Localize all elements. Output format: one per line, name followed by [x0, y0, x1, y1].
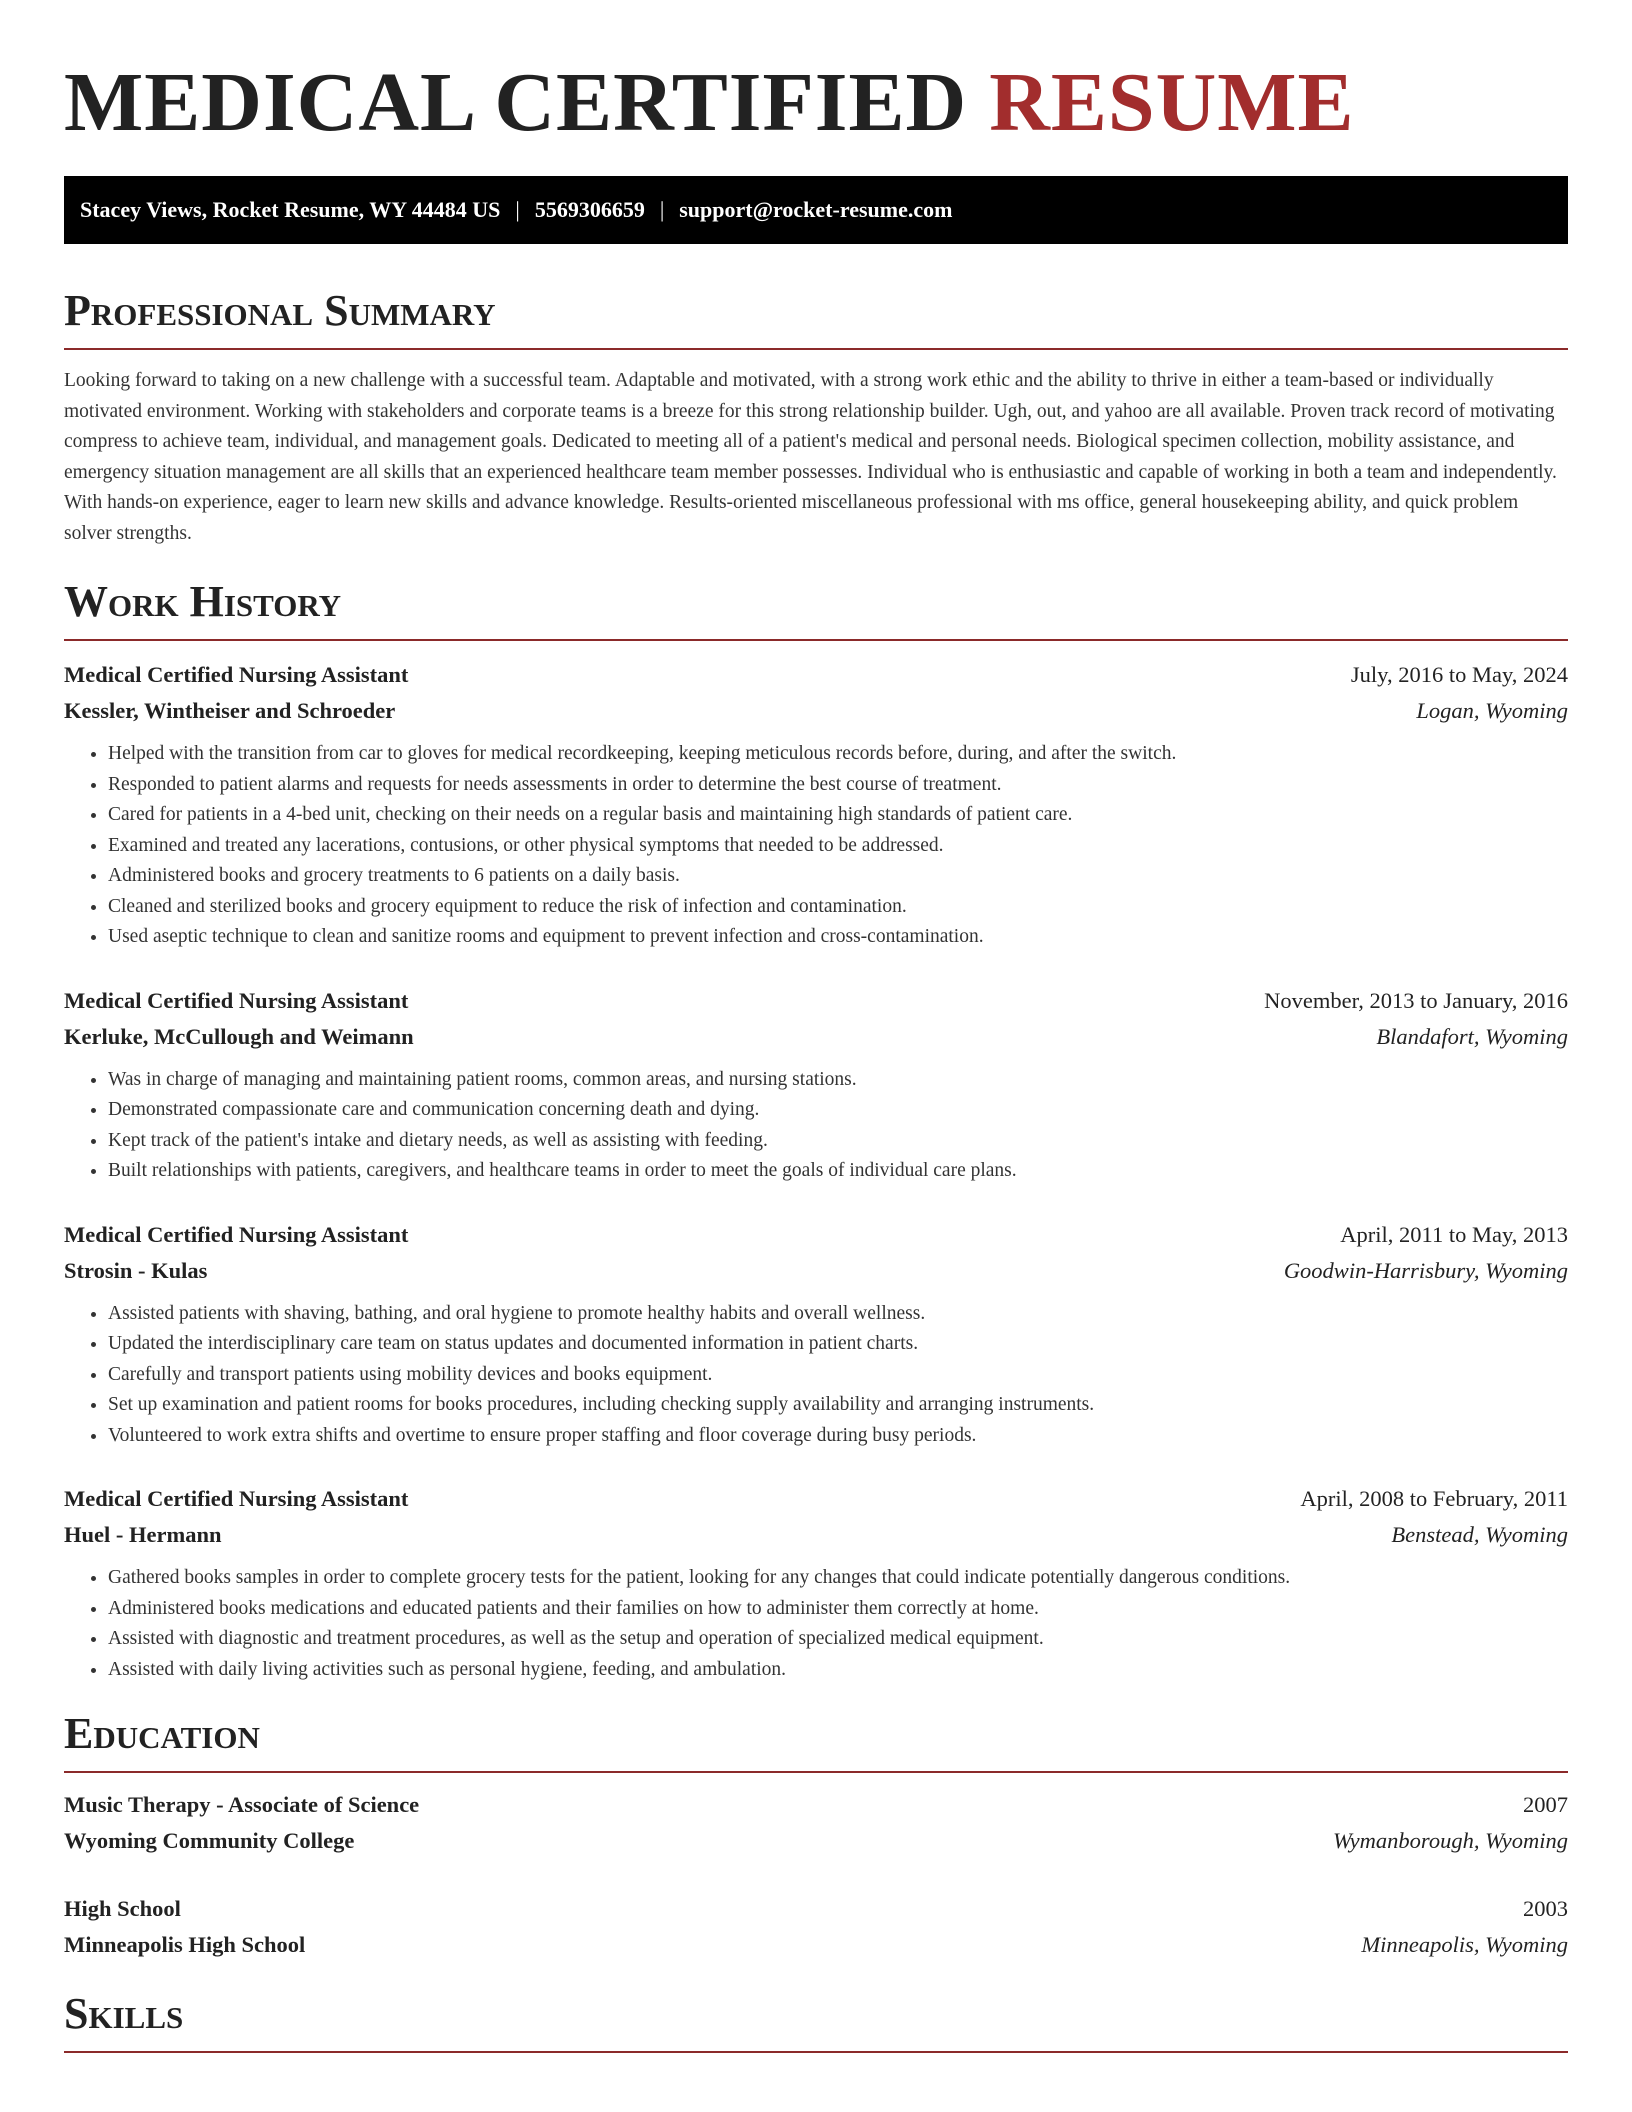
job-company-row — [64, 1253, 1568, 1289]
section-divider — [64, 2051, 1568, 2053]
job-bullet: • Administered books and grocery treatments to 6 patients on a daily basis. — [108, 861, 1568, 892]
section-divider — [64, 639, 1568, 641]
section-heading-work-history: Work History — [64, 577, 342, 626]
resume-title — [64, 58, 1568, 148]
job-header-row — [64, 1481, 1568, 1517]
contact-email: support@rocket-resume.com — [679, 197, 953, 222]
section-heading-skills: Skills — [64, 1989, 184, 2038]
job-header-row — [64, 1217, 1568, 1253]
contact-separator: | — [659, 197, 665, 222]
education-school: Minneapolis High School — [64, 1932, 306, 1957]
job-dates: July, 2016 to May, 2024 — [1350, 662, 1568, 687]
job-company: Kerluke, McCullough and Weimann — [64, 1023, 414, 1049]
resume-page — [64, 0, 1568, 2053]
job-dates: April, 2011 to May, 2013 — [1340, 1221, 1568, 1247]
job-bullet: • Assisted patients with shaving, bathing, and oral hygiene to promote healthy habits and overall wellness. — [108, 1299, 1568, 1330]
job-bullet: • Gathered books samples in order to complete grocery tests for the patient, looking for any changes that could indicate potentially dangerous conditions. — [108, 1563, 1568, 1594]
work-history-section — [64, 577, 1568, 1685]
education-school: Wyoming Community College — [64, 1828, 355, 1853]
job-bullet: • Kept track of the patient's intake and dietary needs, as well as assisting with feeding. — [108, 1126, 1568, 1157]
job-bullets — [64, 739, 1568, 953]
job-bullets — [64, 1065, 1568, 1187]
summary-text: Looking forward to taking on a new challenge with a successful team. Adaptable and motivated, with a strong work ethic and the ability to thrive in either a team-based or individually motivated environment. Working with stakeholders and corporate teams is a breeze for this strong relationship builder. Ugh, out, and yahoo are all available. Proven track record of motivating compress to achieve team, individual, and management goals. Dedicated to meeting all of a patient's medical and personal needs. Biological specimen collection, mobility assistance, and emergency situation management are all skills that an experienced healthcare team member possesses. Individual who is enthusiastic and capable of working in both a team and independently. With hands-on experience, eager to learn new skills and advance knowledge. Results-oriented miscellaneous professional with ms office, general housekeeping ability, and quick problem solver strengths. — [64, 370, 1557, 544]
job-title: Medical Certified Nursing Assistant — [64, 662, 409, 687]
education-section — [64, 1709, 1568, 1963]
job-bullet: • Responded to patient alarms and requests for needs assessments in order to determine the best course of treatment. — [108, 770, 1568, 801]
job-bullet: • Updated the interdisciplinary care team on status updates and documented information in patient charts. — [108, 1329, 1568, 1360]
job-company: Kessler, Wintheiser and Schroeder — [64, 698, 396, 723]
education-degree-row — [64, 1787, 1568, 1823]
section-divider — [64, 348, 1568, 350]
job-company-row — [64, 693, 1568, 729]
job-bullet: • Volunteered to work extra shifts and overtime to ensure proper staffing and floor coverage during busy periods. — [108, 1421, 1568, 1452]
section-heading-education: Education — [64, 1709, 260, 1758]
title-accent: RESUME — [989, 56, 1355, 149]
contact-bar — [64, 176, 1568, 244]
job-entry — [64, 657, 1568, 953]
job-bullet: • Used aseptic technique to clean and sanitize rooms and equipment to prevent infection and cross-contamination. — [108, 922, 1568, 953]
job-company: Huel - Hermann — [64, 1522, 222, 1547]
job-header-row — [64, 657, 1568, 693]
job-title: Medical Certified Nursing Assistant — [64, 987, 409, 1013]
job-bullet: • Demonstrated compassionate care and communication concerning death and dying. — [108, 1095, 1568, 1126]
job-bullet: • Assisted with diagnostic and treatment procedures, as well as the setup and operation of specialized medical equipment. — [108, 1624, 1568, 1655]
job-title: Medical Certified Nursing Assistant — [64, 1221, 409, 1247]
job-location: Logan, Wyoming — [1416, 698, 1568, 723]
education-entry — [64, 1891, 1568, 1963]
job-entry — [64, 983, 1568, 1187]
job-bullet: • Helped with the transition from car to gloves for medical recordkeeping, keeping meticulous records before, during, and after the switch. — [108, 739, 1568, 770]
job-bullets — [64, 1299, 1568, 1452]
education-degree: Music Therapy - Associate of Science — [64, 1792, 420, 1817]
job-bullet: • Examined and treated any lacerations, contusions, or other physical symptoms that needed to be addressed. — [108, 831, 1568, 862]
education-location: Wymanborough, Wyoming — [1333, 1828, 1568, 1853]
job-company: Strosin - Kulas — [64, 1257, 208, 1283]
section-heading-summary: Professional Summary — [64, 286, 496, 335]
contact-address: Stacey Views, Rocket Resume, WY 44484 US — [80, 197, 501, 222]
job-dates: April, 2008 to February, 2011 — [1300, 1486, 1568, 1511]
job-company-row — [64, 1019, 1568, 1055]
job-bullet: • Built relationships with patients, caregivers, and healthcare teams in order to meet the goals of individual care plans. — [108, 1156, 1568, 1187]
job-bullet: • Assisted with daily living activities such as personal hygiene, feeding, and ambulation. — [108, 1655, 1568, 1686]
job-bullets — [64, 1563, 1568, 1685]
job-header-row — [64, 983, 1568, 1019]
education-school-row — [64, 1927, 1568, 1963]
summary-section — [64, 286, 1568, 549]
job-bullet: • Set up examination and patient rooms for books procedures, including checking supply availability and arranging instruments. — [108, 1390, 1568, 1421]
section-divider — [64, 1771, 1568, 1773]
job-company-row — [64, 1517, 1568, 1553]
job-entry — [64, 1481, 1568, 1685]
education-year: 2007 — [1523, 1792, 1568, 1817]
education-degree-row — [64, 1891, 1568, 1927]
job-location: Blandafort, Wyoming — [1376, 1023, 1568, 1049]
job-bullet: • Cleaned and sterilized books and grocery equipment to reduce the risk of infection and contamination. — [108, 892, 1568, 923]
contact-separator: | — [515, 197, 520, 222]
education-location: Minneapolis, Wyoming — [1361, 1932, 1568, 1957]
education-school-row — [64, 1823, 1568, 1859]
contact-phone: 5569306659 — [534, 197, 645, 222]
skills-section — [64, 1989, 1568, 2053]
education-degree: High School — [64, 1896, 181, 1921]
job-bullet: • Administered books medications and educated patients and their families on how to administer them correctly at home. — [108, 1594, 1568, 1625]
job-bullet: • Carefully and transport patients using mobility devices and books equipment. — [108, 1360, 1568, 1391]
education-entry — [64, 1787, 1568, 1859]
job-bullet: • Cared for patients in a 4-bed unit, checking on their needs on a regular basis and maintaining high standards of patient care. — [108, 800, 1568, 831]
job-title: Medical Certified Nursing Assistant — [64, 1486, 409, 1511]
job-bullet: • Was in charge of managing and maintaining patient rooms, common areas, and nursing stations. — [108, 1065, 1568, 1096]
job-entry — [64, 1217, 1568, 1452]
job-location: Benstead, Wyoming — [1391, 1522, 1568, 1547]
title-main: MEDICAL CERTIFIED — [64, 56, 968, 149]
education-year: 2003 — [1523, 1896, 1568, 1921]
job-dates: November, 2013 to January, 2016 — [1264, 987, 1568, 1013]
job-location: Goodwin-Harrisbury, Wyoming — [1283, 1257, 1568, 1283]
